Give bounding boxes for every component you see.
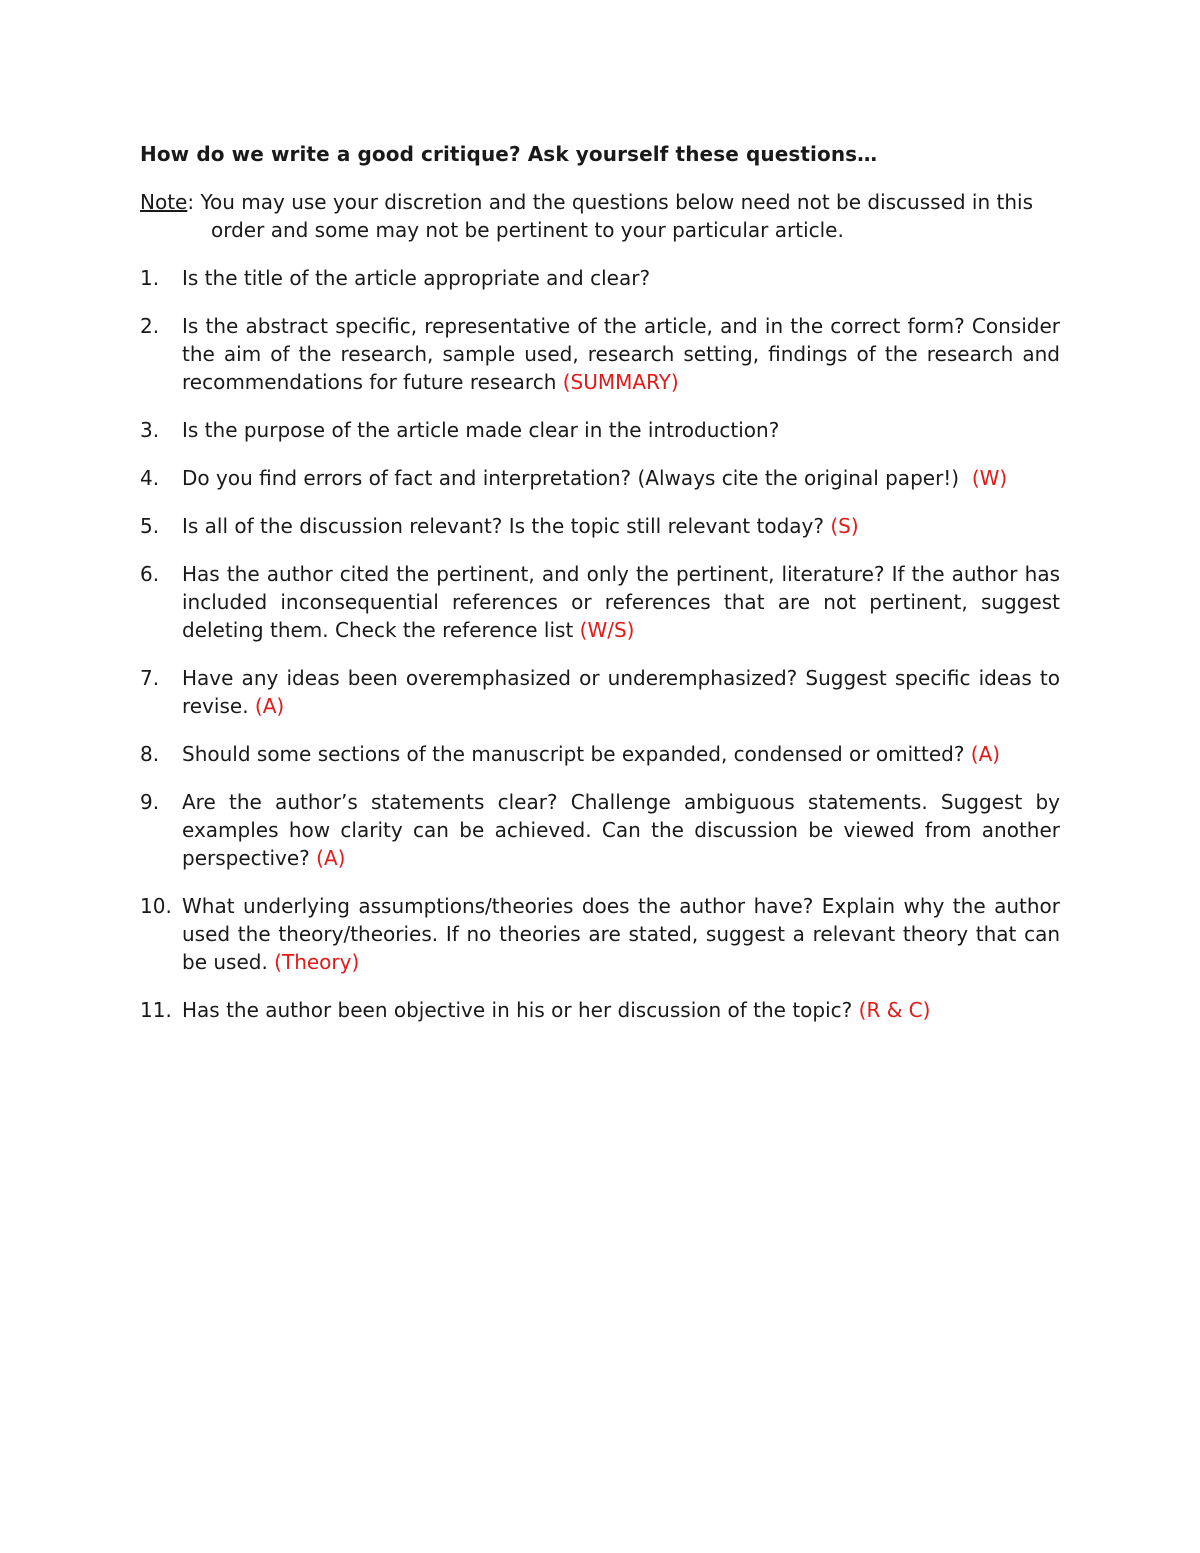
question-tag: (A) (970, 742, 1001, 766)
question-item (140, 264, 1060, 292)
question-text: What underlying assumptions/theories does the author have? Explain why the author used the theory/theories. If no theories are stated, suggest a relevant theory that can be used. (182, 894, 1060, 974)
question-number: 8. (140, 742, 160, 766)
question-tag: (Theory) (274, 950, 360, 974)
question-tag: (S) (830, 514, 859, 538)
question-item (140, 740, 1060, 768)
question-number: 11. (140, 998, 172, 1022)
question-text: Is all of the discussion relevant? Is the topic still relevant today? (182, 514, 824, 538)
note-text: You may use your discretion and the questions below need not be discussed in this order and some may not be pertinent to your particular article. (200, 190, 1034, 242)
note-label: Note (140, 190, 188, 214)
question-item (140, 560, 1060, 644)
question-item (140, 996, 1060, 1024)
question-tag: (A) (254, 694, 285, 718)
question-item (140, 664, 1060, 720)
question-text: Is the purpose of the article made clear in the introduction? (182, 418, 780, 442)
question-number: 2. (140, 314, 160, 338)
question-number: 6. (140, 562, 160, 586)
question-text: Has the author been objective in his or her discussion of the topic? (182, 998, 853, 1022)
question-number: 3. (140, 418, 160, 442)
page-heading: How do we write a good critique? Ask yourself these questions… (140, 142, 878, 166)
question-tag: (R & C) (858, 998, 931, 1022)
note-paragraph: Note: You may use your discretion and the questions below need not be discussed in this order and some may not be pertinent to your particular article. (140, 190, 1034, 242)
question-item (140, 788, 1060, 872)
question-text: Should some sections of the manuscript be expanded, condensed or omitted? (182, 742, 965, 766)
questions-list (140, 264, 1060, 1024)
question-item (140, 512, 1060, 540)
question-tag: (W) (971, 466, 1008, 490)
question-text: Do you find errors of fact and interpretation? (Always cite the original paper!) (182, 466, 960, 490)
question-number: 7. (140, 666, 160, 690)
question-tag: (W/S) (579, 618, 635, 642)
question-number: 9. (140, 790, 160, 814)
question-text: Has the author cited the pertinent, and only the pertinent, literature? If the author has included inconsequential references or references that are not pertinent, suggest deleting them. Check the reference list (182, 562, 1060, 642)
question-number: 10. (140, 894, 172, 918)
question-number: 5. (140, 514, 160, 538)
question-number: 1. (140, 266, 160, 290)
question-tag: (SUMMARY) (562, 370, 679, 394)
question-item (140, 892, 1060, 976)
document-content (140, 140, 1060, 1044)
question-text: Is the title of the article appropriate and clear? (182, 266, 651, 290)
question-text: Are the author’s statements clear? Challenge ambiguous statements. Suggest by examples how clarity can be achieved. Can the discussion be viewed from another perspective? (182, 790, 1060, 870)
question-text: Have any ideas been overemphasized or underemphasized? Suggest specific ideas to revise. (182, 666, 1060, 718)
question-tag: (A) (316, 846, 346, 870)
question-item (140, 312, 1060, 396)
question-number: 4. (140, 466, 160, 490)
question-text: Is the abstract specific, representative of the article, and in the correct form? Consider the aim of the research, sample used, research setting, findings of the research and recommendations for future research (182, 314, 1060, 394)
question-item (140, 464, 1060, 492)
question-item (140, 416, 1060, 444)
